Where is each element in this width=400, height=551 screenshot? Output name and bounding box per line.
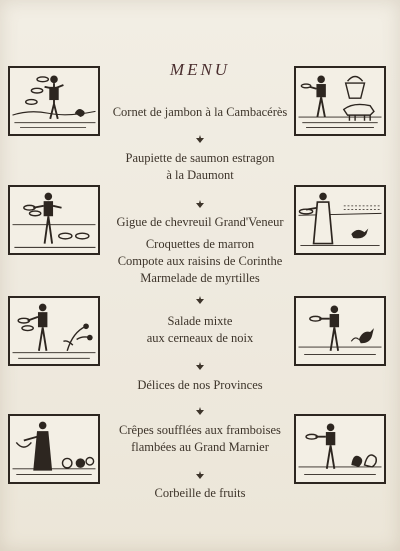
course-5: [110, 313, 290, 347]
course-3: [110, 214, 290, 231]
course-6: [110, 377, 290, 394]
woodcut-servant-cauldron: [294, 66, 386, 136]
course-line: à la Daumont: [166, 168, 234, 182]
woodcut-woman-basket: [8, 414, 100, 484]
woodcut-servant-bird: [294, 296, 386, 366]
servant-figure-icon: [10, 68, 98, 134]
woodcut-servant-platters: [8, 185, 100, 255]
course-7: [110, 422, 290, 456]
course-line: Corbeille de fruits: [154, 486, 246, 500]
servant-figure-icon: [10, 298, 98, 364]
course-8: [110, 485, 290, 502]
course-line: Salade mixte: [167, 314, 233, 328]
course-line: flambées au Grand Marnier: [131, 440, 269, 454]
servant-figure-icon: [296, 298, 384, 364]
servant-figure-icon: [10, 416, 98, 482]
course-1: [110, 104, 290, 121]
servant-figure-icon: [296, 416, 384, 482]
course-2: [110, 150, 290, 184]
menu-title: MENU: [169, 60, 231, 79]
course-line: Paupiette de saumon estragon: [125, 151, 275, 165]
woodcut-woman-hare: [294, 185, 386, 255]
course-line: Croquettes de marron: [145, 237, 255, 251]
separator-ornament-icon: [195, 402, 205, 410]
course-line: Cornet de jambon à la Cambacérès: [112, 105, 288, 119]
separator-ornament-icon: [195, 130, 205, 138]
course-4: [110, 236, 290, 287]
separator-ornament-icon: [195, 291, 205, 299]
course-line: Délices de nos Provinces: [137, 378, 263, 392]
servant-figure-icon: [296, 187, 384, 253]
woodcut-servant-fruits: [294, 414, 386, 484]
separator-ornament-icon: [195, 466, 205, 474]
course-line: aux cerneaux de noix: [146, 331, 254, 345]
servant-figure-icon: [296, 68, 384, 134]
woodcut-servant-vines: [8, 296, 100, 366]
course-line: Marmelade de myrtilles: [140, 271, 260, 285]
course-line: Gigue de chevreuil Grand'Veneur: [116, 215, 284, 229]
course-line: Compote aux raisins de Corinthe: [117, 254, 283, 268]
woodcut-servant-plates: [8, 66, 100, 136]
course-line: Crêpes soufflées aux framboises: [119, 423, 281, 437]
separator-ornament-icon: [195, 195, 205, 203]
servant-figure-icon: [10, 187, 98, 253]
separator-ornament-icon: [195, 357, 205, 365]
